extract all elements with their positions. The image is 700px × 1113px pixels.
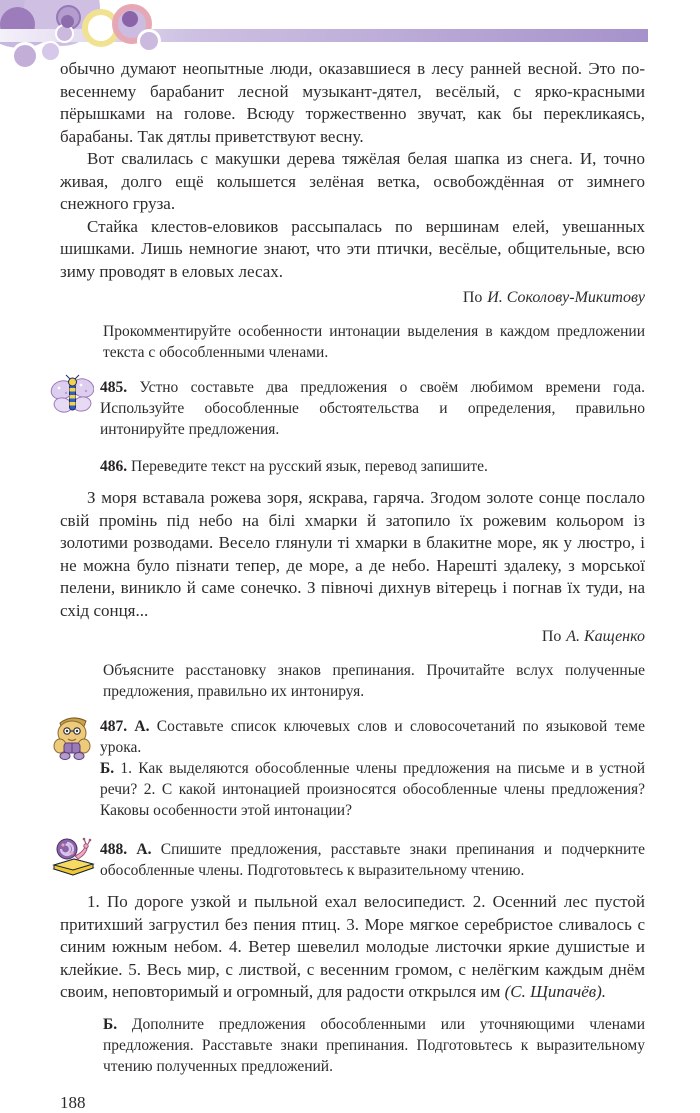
attribution-kashchenko — [60, 626, 645, 648]
attribution-prefix: По — [541, 628, 562, 645]
butterfly-icon — [50, 374, 94, 420]
exercise-part-a-text: Составьте список ключевых слов и словосочетаний по языковой теме урока. — [100, 718, 645, 756]
exercise-487 — [60, 716, 645, 821]
exercise-number: 485. — [100, 379, 128, 396]
exercise-text: Устно составьте два предложения о своём любимом времени года. Используйте обособленные обстоятельства и определения, правильно интонируйте предложения. — [100, 379, 645, 438]
task-instruction-486: Объясните расстановку знаков препинания. Прочитайте вслух полученные предложения, правильно их интонируя. — [103, 662, 645, 700]
part-b-label: Б. — [103, 1015, 118, 1033]
exercise-486-passage: З моря вставала рожева зоря, яскрава, гаряча. Згодом золоте сонце послало свій промінь під небо на білі хмарки й затопило їх рожевим кольором із золотими розводами. Весело глянули ті хмарки в блакитне море, як у люстро, і не можна було пізнати тепер, де море, а де небо. Нарешті здалеку, з морської пелени, виникло й саме сонечко. З півночі дихнув вітерець і погнав їх туди, на схід сонця... — [60, 488, 645, 620]
author-name: И. Соколову-Микитову — [487, 289, 645, 306]
intro-paragraph-2: Вот свалилась с макушки дерева тяжёлая белая шапка из снега. И, точно живая, долго ещё колышется зелёная ветка, освобождённая от зимнего снежного груза. — [60, 149, 645, 213]
exercise-number: 488. — [100, 841, 128, 858]
exercise-486 — [60, 456, 645, 477]
character-reading-icon — [50, 713, 94, 759]
exercise-part-a-text: Спишите предложения, расставьте знаки препинания и подчеркните обособленные члены. Подготовьтесь к выразительному чтению. — [100, 841, 646, 879]
exercise-485 — [60, 377, 645, 440]
task-instruction-488b — [103, 1014, 645, 1077]
intro-paragraph-1: обычно думают неопытные люди, оказавшиеся в лесу ранней весной. Это по-весеннему барабанит лесной музыкант-дятел, весёлый, с ярко-красными пёрышками на голове. Всюду торжественно звучат, как бы перекликаясь, барабаны. Так дятлы приветствуют весну. — [60, 59, 645, 146]
decor-circle-below-1 — [11, 42, 39, 70]
decor-circle-below-2 — [40, 41, 61, 62]
exercise-488 — [60, 839, 645, 881]
exercise-part-b-text: Дополните предложения обособленными или уточняющими членами предложения. Расставьте знаки препинания. Подготовьтесь к выразительному чтению полученных предложений. — [103, 1015, 646, 1075]
task-instruction-intro: Прокомментируйте особенности интонации выделения в каждом предложении текста с обособленными членами. — [103, 323, 645, 361]
attribution-sokolov — [60, 287, 645, 309]
intro-paragraph-3: Стайка клестов-еловиков рассыпалась по вершинам елей, увешанных шишками. Лишь немногие знают, что эти птички, весёлые, общительные, всю зиму проводят в еловых лесах. — [60, 216, 645, 281]
exercise-text: Переведите текст на русский язык, перевод запишите. — [131, 458, 488, 475]
decor-dot-purple — [61, 15, 74, 28]
attribution-prefix: По — [462, 289, 483, 306]
decor-ring-lavender — [137, 29, 161, 53]
exercise-part-b-text: 1. Как выделяются обособленные члены предложения на письме и в устной речи? 2. С какой интонацией произносятся обособленные члены предложения? Каковы особенности этой интонации? — [100, 760, 645, 819]
part-a-label: А. — [134, 718, 150, 735]
exercise-number: 486. — [100, 458, 128, 475]
snail-on-book-icon — [50, 836, 94, 882]
exercise-number: 487. — [100, 718, 128, 735]
author-name: А. Кащенко — [566, 628, 645, 645]
part-a-label: А. — [136, 841, 152, 858]
part-b-label: Б. — [100, 760, 115, 777]
sentences-text: 1. По дороге узкой и пыльной ехал велосипедист. 2. Осенний лес пустой притихший загрустил без пения птиц. 3. Море мягкое серебристое сливалось с синим южным небом. 4. Ветер шевелил молодые листочки яркие душистые и клейкие. 5. Весь мир, с листвой, с весенним громом, с нелёгким каждым днём своим, неповторимый и огромный, для радости открылся им — [60, 892, 645, 1001]
page-number: 188 — [60, 1092, 86, 1112]
page-content — [60, 58, 645, 1113]
sentences-source: (С. Щипачёв). — [504, 982, 607, 1001]
decor-dot-dark-purple — [122, 11, 138, 27]
exercise-488-sentences — [60, 891, 645, 1004]
